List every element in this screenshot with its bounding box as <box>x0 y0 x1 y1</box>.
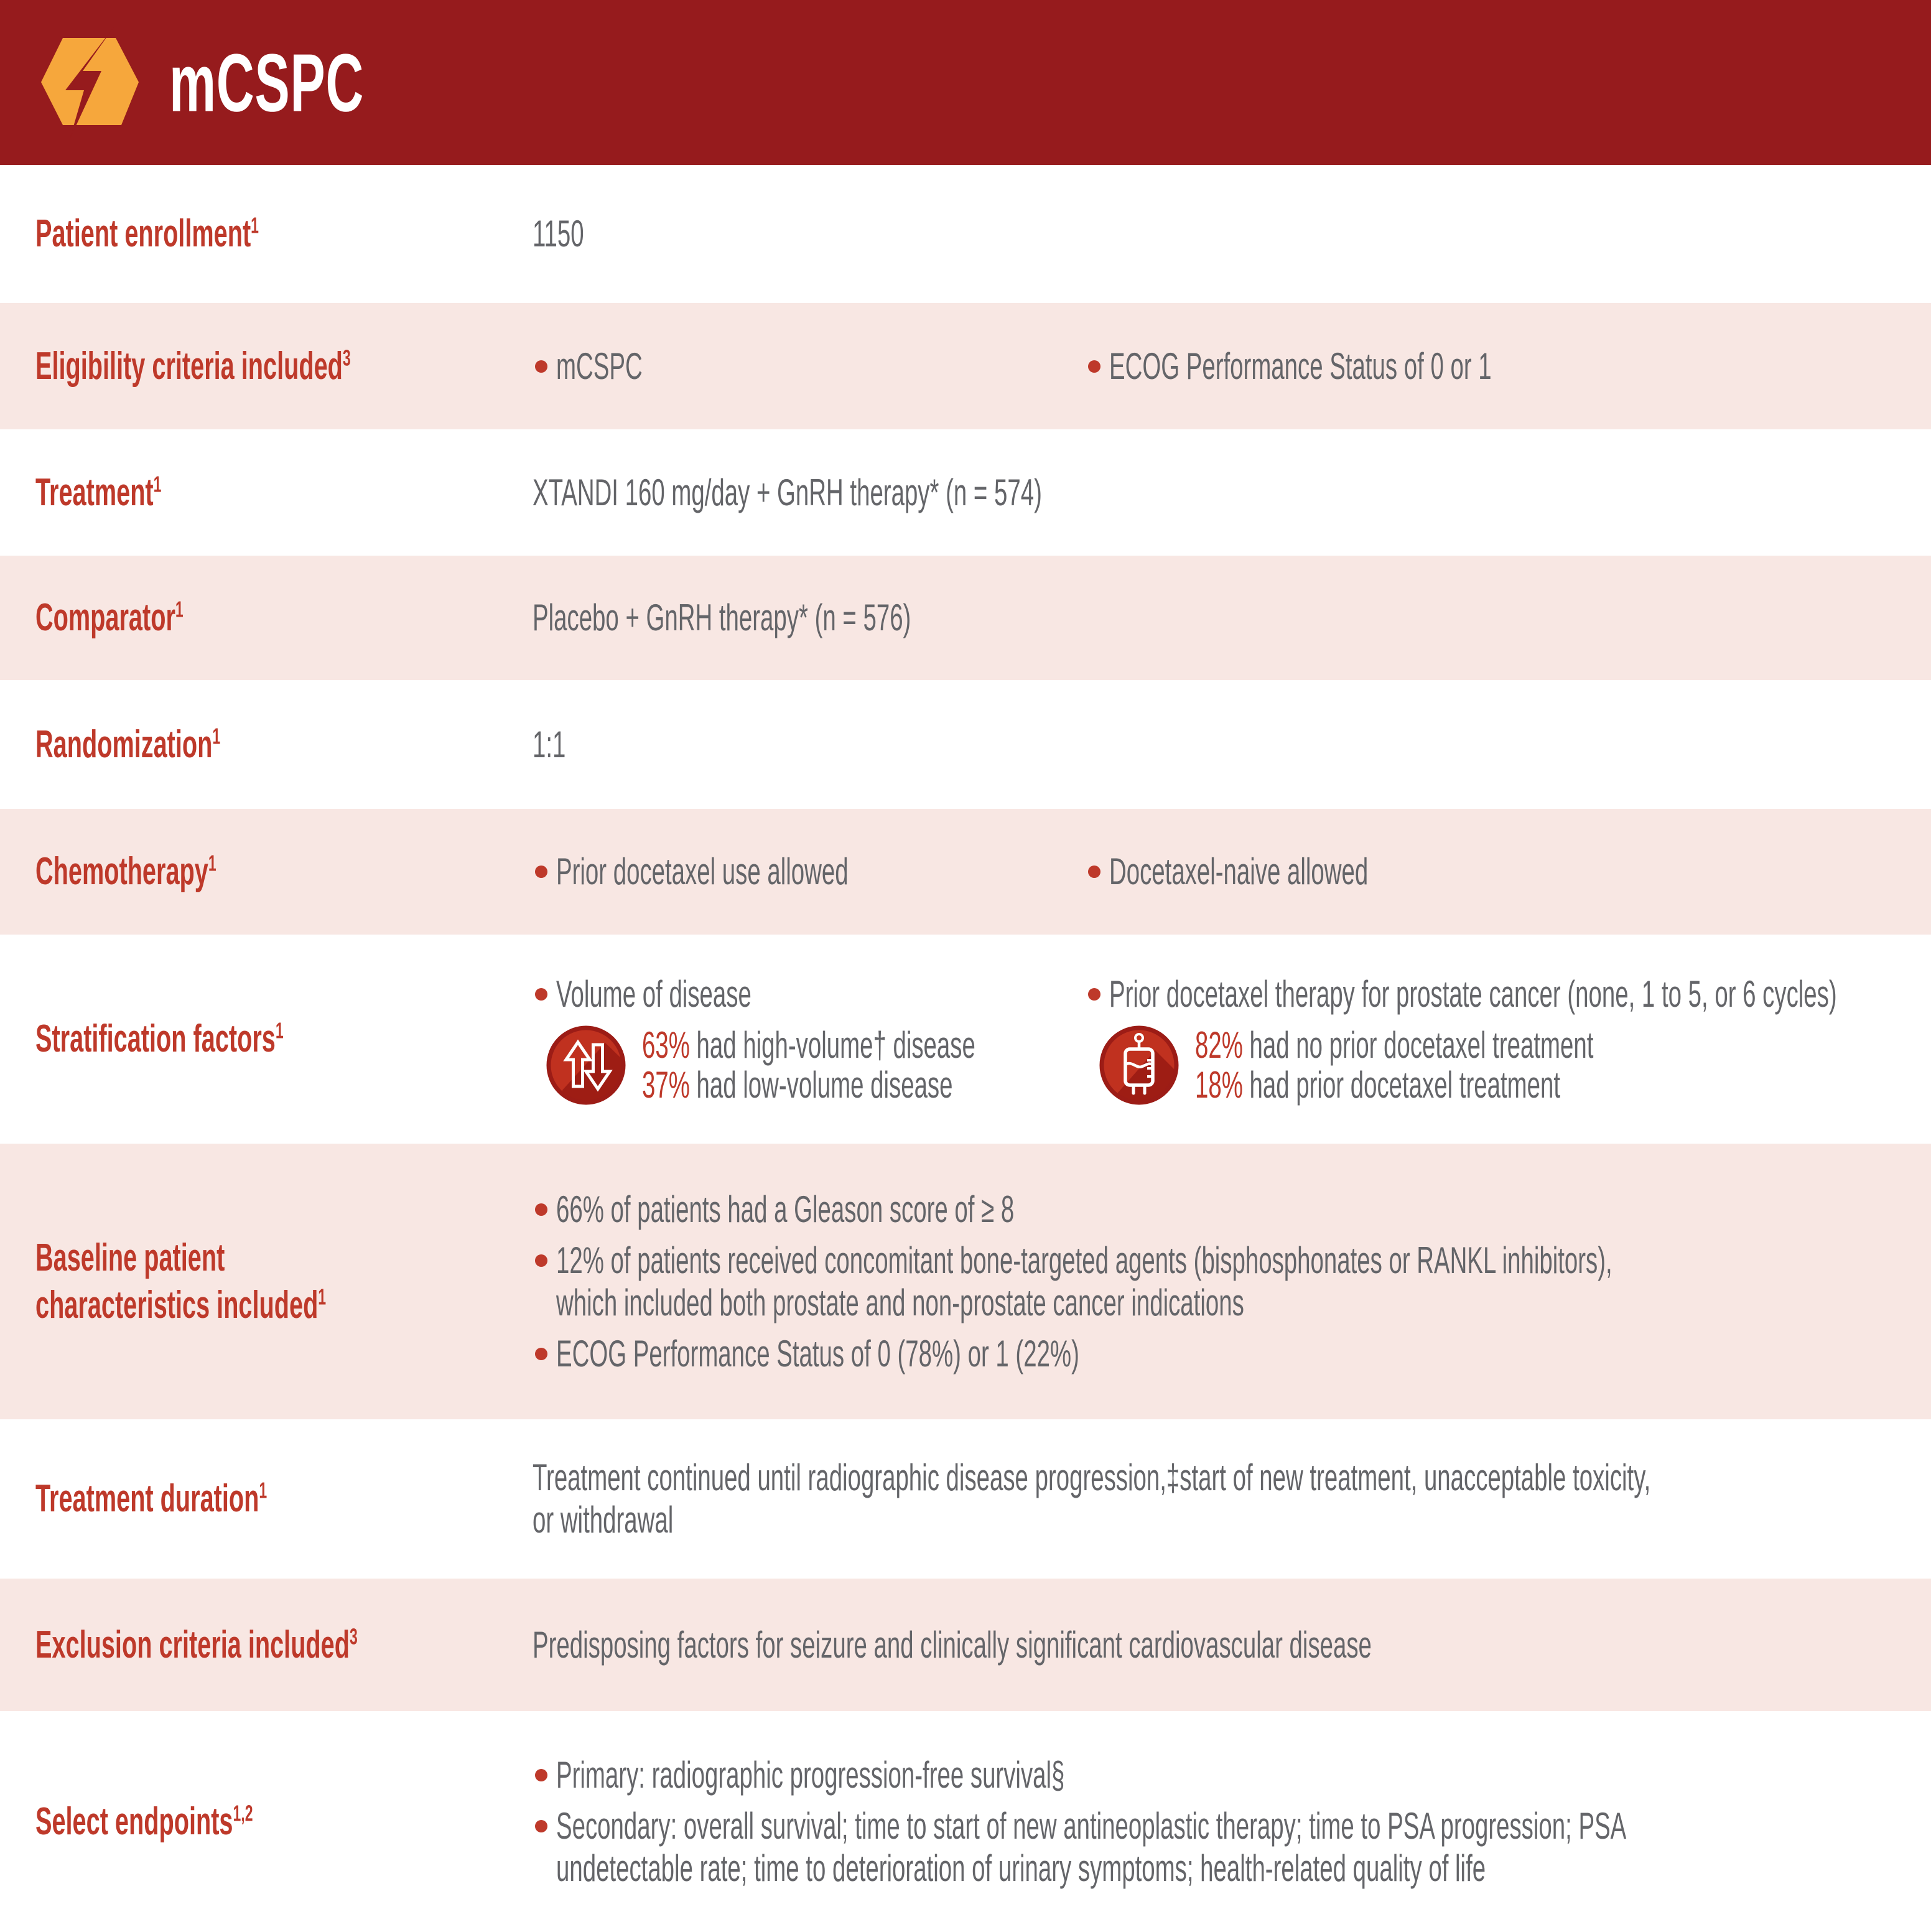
banner <box>0 0 1931 165</box>
row-label: Treatment duration$^1$ <box>35 1477 268 1520</box>
up-down-arrows-icon <box>546 1025 626 1105</box>
row-content <box>0 1579 1931 1711</box>
bullet-dot-icon <box>535 360 547 373</box>
bullet-list <box>533 1188 1931 1375</box>
row-patient-enrollment <box>0 165 1931 303</box>
row-label: Select endpoints$^{1,2}$ <box>35 1799 253 1843</box>
bullet-item: ECOG Performance Status of 0 (78%) or 1 (22%) <box>533 1333 1931 1375</box>
row-treatment-duration <box>0 1419 1931 1579</box>
bullet-item: Docetaxel-naive allowed <box>1086 851 1514 893</box>
row-label: Comparator$^1$ <box>35 596 184 639</box>
row-content <box>0 556 1931 680</box>
row-comparator <box>0 556 1931 680</box>
row-value: XTANDI 160 mg/day + GnRH therapy* (n = 574) <box>533 471 1042 513</box>
bullet-item: Prior docetaxel use allowed <box>533 851 1013 893</box>
bullet-dot-icon <box>535 988 547 1001</box>
bullet-dot-icon <box>535 1203 547 1216</box>
row-value: Predisposing factors for seizure and clinically significant cardiovascular disease <box>533 1623 1372 1666</box>
row-label: Eligibility criteria included$^3$ <box>35 344 351 388</box>
row-treatment <box>0 429 1931 556</box>
stratification-volume-block: Volume of disease 63% had high-volume† disease 37% had low-volume disease <box>533 973 1163 1105</box>
banner-title-text: mCSPC <box>169 37 365 128</box>
banner-title <box>169 35 473 129</box>
row-value: 1:1 <box>533 723 566 765</box>
row-label: Baseline patient characteristics included$^1$ <box>35 1236 327 1327</box>
row-randomization <box>0 680 1931 809</box>
row-label: Patient enrollment$^1$ <box>35 212 259 255</box>
row-content <box>0 809 1931 935</box>
row-baseline-characteristics <box>0 1144 1931 1419</box>
row-label: Exclusion criteria included$^3$ <box>35 1623 358 1666</box>
bullet-list <box>533 1754 1931 1890</box>
row-content <box>0 303 1931 429</box>
bullet-dot-icon <box>535 1254 547 1267</box>
row-stratification-factors <box>0 935 1931 1144</box>
stratification-docetaxel-block: Prior docetaxel therapy for prostate cancer (none, 1 to 5, or 6 cycles) 82% had no prior docetaxel treatment 18% had prior docetaxel treatment <box>1086 973 1931 1105</box>
row-chemotherapy <box>0 809 1931 935</box>
row-content <box>0 680 1931 809</box>
bullet-item: 66% of patients had a Gleason score of ≥ 8 <box>533 1188 1931 1231</box>
row-value: 1150 <box>533 213 584 254</box>
bullet-dot-icon <box>535 1348 547 1360</box>
bullet-item: Primary: radiographic progression-free survival§ <box>533 1754 1931 1796</box>
row-exclusion-criteria <box>0 1579 1931 1711</box>
row-content <box>0 1711 1931 1932</box>
row-content <box>0 1144 1931 1419</box>
bullet-item: mCSPC <box>533 345 691 388</box>
bullet-item: ECOG Performance Status of 0 or 1 <box>1086 345 1706 388</box>
bullet-item: Secondary: overall survival; time to start of new antineoplastic therapy; time to PSA progression; PSA undetectable rate; time to deterioration of urinary symptoms; health-related quality of life <box>533 1805 1931 1890</box>
bullet-dot-icon <box>1088 988 1100 1001</box>
row-label: Stratification factors$^1$ <box>35 1017 284 1060</box>
row-content <box>0 935 1931 1144</box>
row-label: Chemotherapy$^1$ <box>35 850 216 893</box>
lightning-bolt-icon <box>36 21 142 146</box>
bullet-dot-icon <box>1088 866 1100 878</box>
volume-stats: 63% had high-volume† disease 37% had low-volume disease <box>642 1024 975 1106</box>
row-label: Randomization$^1$ <box>35 722 221 766</box>
row-label: Treatment$^1$ <box>35 470 162 514</box>
row-select-endpoints <box>0 1711 1931 1932</box>
bullet-dot-icon <box>1088 360 1100 373</box>
row-eligibility-criteria <box>0 303 1931 429</box>
row-value: Treatment continued until radiographic disease progression,‡start of new treatment, unacceptable toxicity, or withdrawal <box>533 1457 1651 1541</box>
bullet-item: 12% of patients received concomitant bone-targeted agents (bisphosphonates or RANKL inhibitors), which included both prostate and non-prostate cancer indications <box>533 1239 1931 1324</box>
iv-bag-icon <box>1099 1025 1179 1105</box>
row-content <box>0 165 1931 303</box>
docetaxel-stats: 82% had no prior docetaxel treatment 18% had prior docetaxel treatment <box>1195 1024 1594 1106</box>
row-value: Placebo + GnRH therapy* (n = 576) <box>533 597 911 638</box>
row-content <box>0 429 1931 556</box>
bullet-dot-icon <box>535 1769 547 1781</box>
bullet-dot-icon <box>535 866 547 878</box>
bullet-dot-icon <box>535 1820 547 1832</box>
row-content <box>0 1419 1931 1579</box>
